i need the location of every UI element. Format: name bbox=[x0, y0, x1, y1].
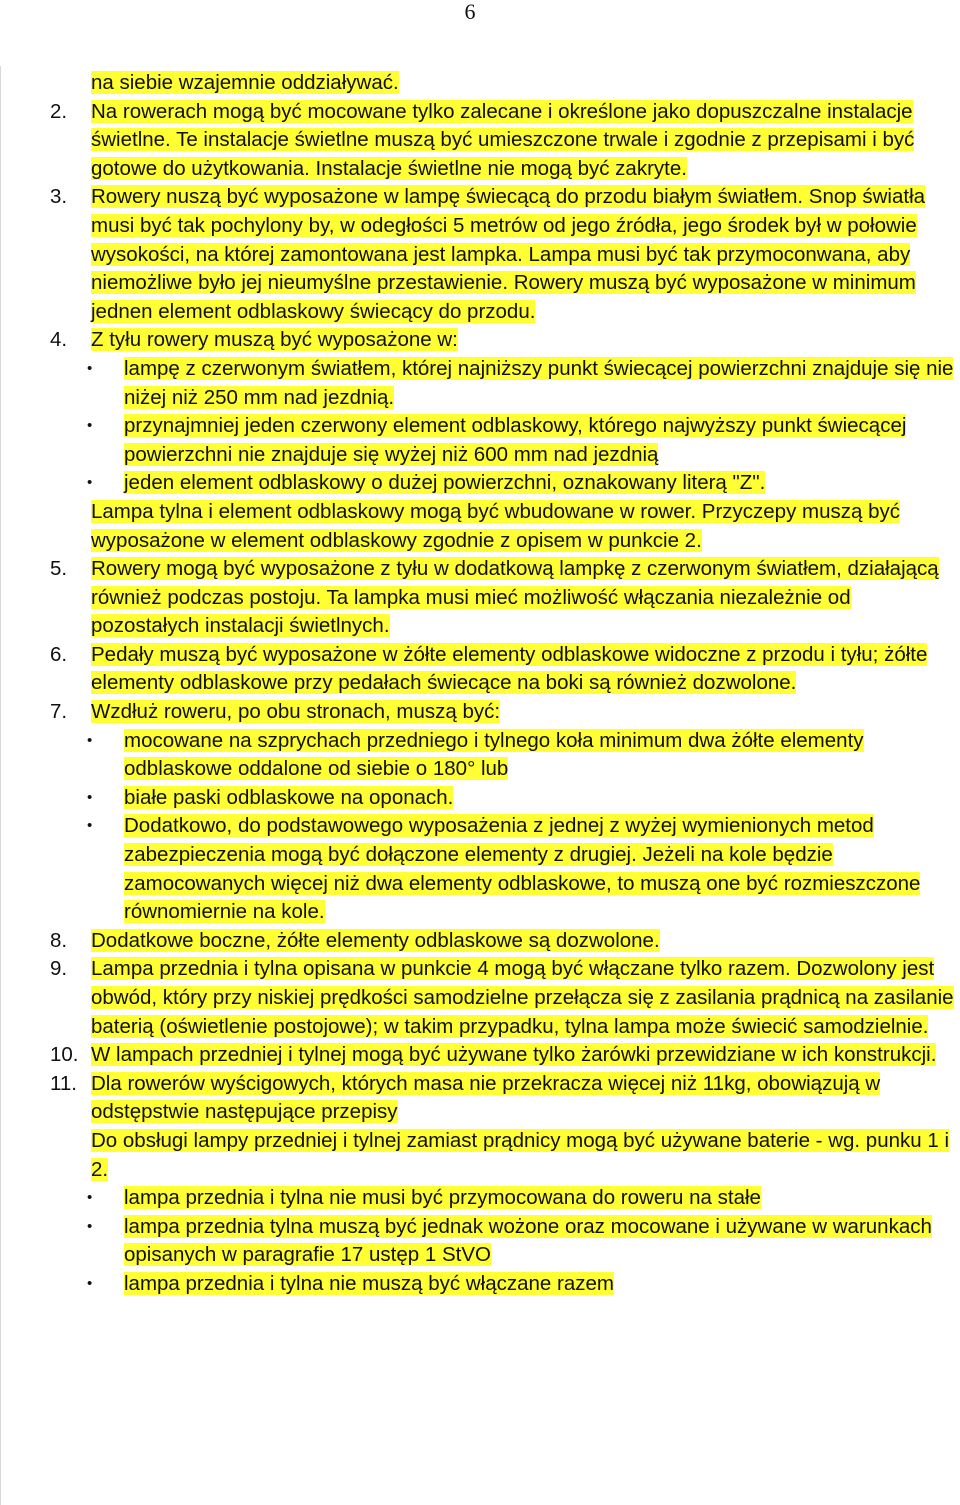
bullet-list bbox=[50, 727, 960, 927]
bullet-item bbox=[50, 727, 960, 784]
list-item-text: Dla rowerów wyścigowych, których masa nie przekracza więcej niż 11kg, obowiązują w odstępstwie następujące przepisy bbox=[91, 1071, 881, 1124]
bullet-text: Dodatkowo, do podstawowego wyposażenia z jednej z wyżej wymienionych metod zabezpieczenia mogą być dołączone elementy z drugiej. Jeżeli na kole będzie zamocowanych więcej niż dwa elementy odblaskowe, to muszą one być rozmieszczone równomiernie na kole. bbox=[124, 814, 921, 924]
bullet-dot-icon: • bbox=[87, 359, 93, 377]
bullet-text: białe paski odblaskowe na oponach. bbox=[124, 785, 454, 809]
bullet-text: lampa przednia i tylna nie musi być przymocowana do roweru na stałe bbox=[124, 1186, 761, 1210]
bullet-text: lampa przednia i tylna nie muszą być włączane razem bbox=[124, 1271, 614, 1295]
list-item-text: W lampach przedniej i tylnej mogą być używane tylko żarówki przewidziane w ich konstrukcji. bbox=[91, 1043, 937, 1067]
list-item-number: 2. bbox=[50, 99, 68, 123]
list-item-number: 4. bbox=[50, 328, 68, 352]
list-item bbox=[50, 1041, 960, 1070]
bullet-item bbox=[50, 812, 960, 926]
list-item-text: Do obsługi lampy przedniej i tylnej zamiast prądnicy mogą być używane baterie - wg. punku 1 i 2. bbox=[91, 1128, 950, 1181]
list-item-number: 6. bbox=[50, 642, 68, 666]
bullet-dot-icon: • bbox=[87, 731, 93, 749]
list-item-text: Dodatkowe boczne, żółte elementy odblaskowe są dozwolone. bbox=[91, 928, 660, 952]
bullet-dot-icon: • bbox=[87, 1189, 93, 1207]
list-item bbox=[50, 555, 960, 641]
page-left-border bbox=[0, 66, 1, 1505]
list-item-number: 11. bbox=[50, 1071, 77, 1095]
list-item-number: 7. bbox=[50, 700, 68, 724]
list-item-paragraph bbox=[91, 641, 960, 698]
list-item-text: Lampa tylna i element odblaskowy mogą być wbudowane w rower. Przyczepy muszą być wyposażone w element odblaskowy zgodnie z opisem w punkcie 2. bbox=[91, 499, 900, 552]
list-item-text: Rowery nuszą być wyposażone w lampę świecącą do przodu białym światłem. Snop światła musi być tak pochylony by, w odegłości 5 metrów od jego źródła, jego środek był w połowie wysokości, na której zamontowana jest lampka. Lampa musi być tak przymoconwana, aby niemożliwe było jej nieumyślne przestawienie. Rowery muszą być wyposażone w minimum jednen element odblaskowy świecący do przodu. bbox=[91, 185, 926, 323]
list-item bbox=[50, 955, 960, 1041]
list-item-number: 9. bbox=[50, 957, 68, 981]
bullet-text: jeden element odblaskowy o dużej powierzchni, oznakowany literą "Z". bbox=[124, 471, 766, 495]
bullet-item bbox=[50, 1184, 960, 1213]
bullet-list bbox=[50, 1184, 960, 1298]
bullet-dot-icon: • bbox=[87, 1217, 93, 1235]
list-item-text: Na rowerach mogą być mocowane tylko zalecane i określone jako dopuszczalne instalacje świetlne. Te instalacje świetlne muszą być umieszczone trwale i zgodnie z przepisami i być gotowe do użytkowania. Instalacje świetlne nie mogą być zakryte. bbox=[91, 99, 915, 180]
list-item bbox=[50, 641, 960, 698]
bullet-dot-icon: • bbox=[87, 817, 93, 835]
list-item bbox=[50, 698, 960, 727]
bullet-text: przynajmniej jeden czerwony element odblaskowy, którego najwyższy punkt świecącej powierzchni nie znajduje się wyżej niż 600 mm nad jezdnią bbox=[124, 414, 907, 466]
list-item-paragraph bbox=[91, 1041, 960, 1070]
list-item-paragraph bbox=[91, 555, 960, 641]
bullet-text: mocowane na szprychach przedniego i tylnego koła minimum dwa żółte elementy odblaskowe oddalone od siebie o 180° lub bbox=[124, 728, 864, 781]
list-item bbox=[50, 98, 960, 184]
list-item-number: 10. bbox=[50, 1043, 79, 1067]
bullet-item bbox=[50, 784, 960, 813]
bullet-item bbox=[50, 1213, 960, 1270]
list-item bbox=[50, 927, 960, 956]
bullet-item bbox=[50, 412, 960, 469]
bullet-dot-icon: • bbox=[87, 474, 93, 492]
list-item-number: 5. bbox=[50, 557, 68, 581]
list-item-paragraph bbox=[91, 1070, 960, 1127]
bullet-text: lampa przednia tylna muszą być jednak wożone oraz mocowane i używane w warunkach opisanych w paragrafie 17 ustęp 1 StVO bbox=[124, 1214, 932, 1267]
list-item-paragraph bbox=[91, 1127, 960, 1184]
bullet-dot-icon: • bbox=[87, 788, 93, 806]
bullet-item bbox=[50, 355, 960, 412]
list-item-paragraph bbox=[91, 183, 960, 326]
bullet-dot-icon: • bbox=[87, 417, 93, 435]
list-item bbox=[50, 183, 960, 326]
list-item-paragraph bbox=[91, 927, 960, 956]
intro-paragraph bbox=[50, 69, 960, 98]
list-item-text: Pedały muszą być wyposażone w żółte elementy odblaskowe widoczne z przodu i tyłu; żółte elementy odblaskowe przy pedałach świecące na boki są również dozwolone. bbox=[91, 642, 928, 695]
list-item-paragraph bbox=[91, 955, 960, 1041]
document-body bbox=[50, 69, 960, 1299]
intro-text: na siebie wzajemnie oddziaływać. bbox=[91, 71, 399, 94]
list-item-number: 8. bbox=[50, 928, 68, 952]
list-item-text: Lampa przednia i tylna opisana w punkcie 4 mogą być włączane tylko razem. Dozwolony jest obwód, który przy niskiej prędkości samodzielne przełącza się z zasilania prądnicą na zasilanie baterią (oświetlenie postojowe); w takim przypadku, tylna lampa może świecić samodzielnie. bbox=[91, 957, 954, 1038]
list-item-number: 3. bbox=[50, 185, 68, 209]
list-item-paragraph bbox=[91, 326, 960, 355]
list-item-paragraph bbox=[91, 698, 960, 727]
list-item-text: Rowery mogą być wyposażone z tyłu w dodatkową lampkę z czerwonym światłem, działającą również podczas postoju. Ta lampka musi mieć możliwość włączania niezależnie od pozostałych instalacji świetlnych. bbox=[91, 557, 939, 638]
list-item-paragraph bbox=[91, 98, 960, 184]
list-item-continuation bbox=[50, 498, 960, 555]
list-item-text: Wzdłuż roweru, po obu stronach, muszą być: bbox=[91, 700, 501, 724]
bullet-list bbox=[50, 355, 960, 498]
page-number: 6 bbox=[464, 0, 476, 24]
bullet-item bbox=[50, 1270, 960, 1299]
list-item bbox=[50, 1070, 960, 1184]
bullet-item bbox=[50, 469, 960, 498]
list-item bbox=[50, 326, 960, 355]
bullet-dot-icon: • bbox=[87, 1274, 93, 1292]
bullet-text: lampę z czerwonym światłem, której najniższy punkt świecącej powierzchni znajduje się nie niżej niż 250 mm nad jezdnią. bbox=[124, 356, 954, 409]
list-item-text: Z tyłu rowery muszą być wyposażone w: bbox=[91, 328, 458, 352]
